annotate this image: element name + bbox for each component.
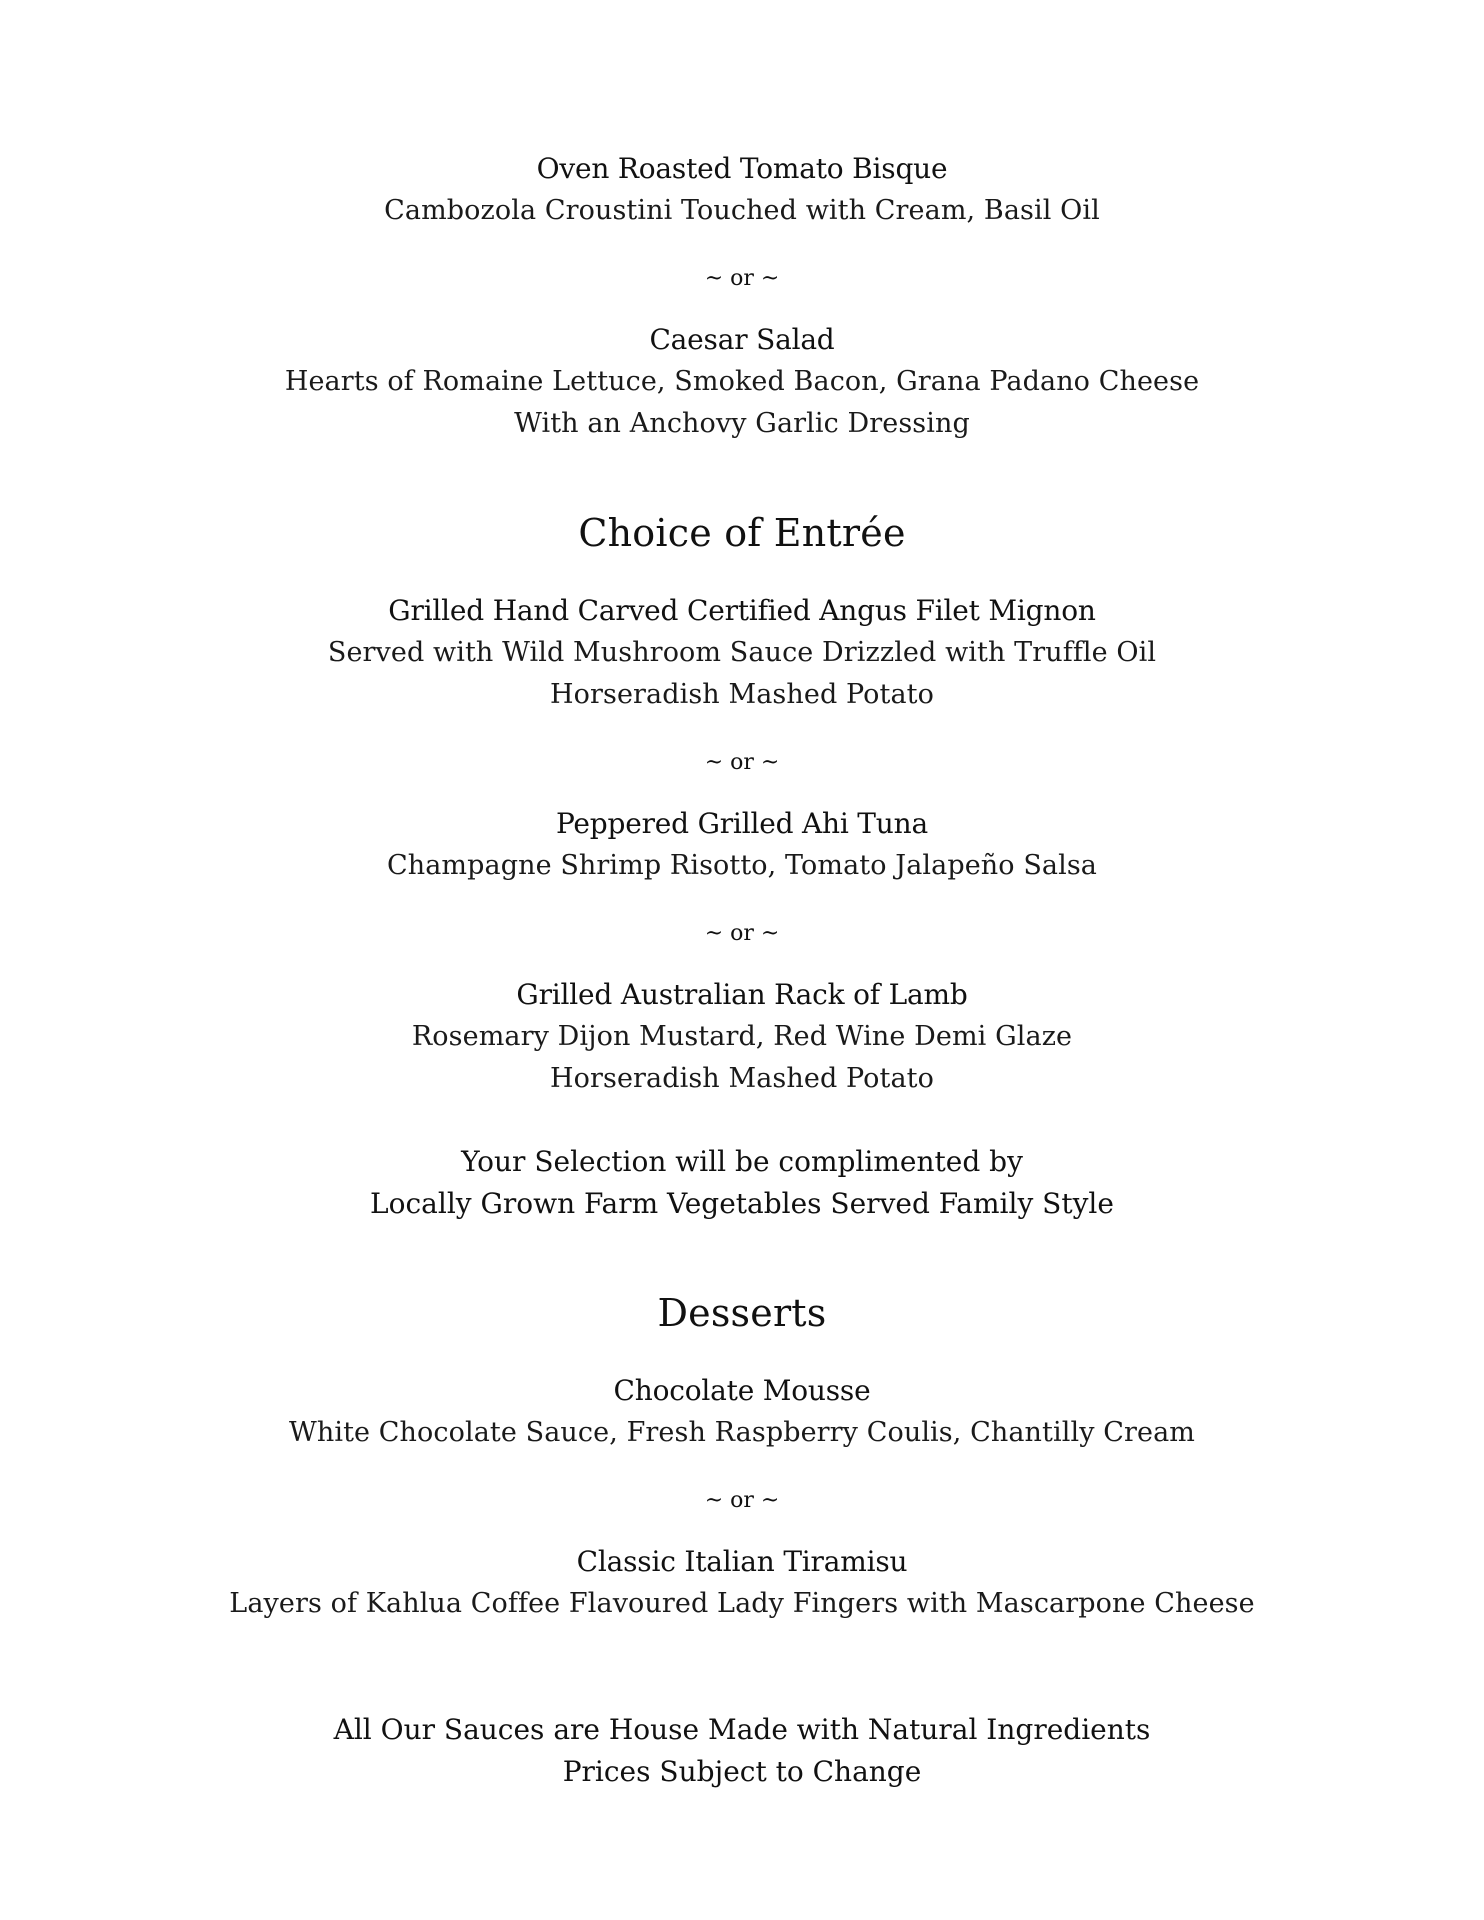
menu-item-name: Caesar Salad bbox=[649, 323, 835, 356]
menu-item-description: Hearts of Romaine Lettuce, Smoked Bacon, Grana Padano Cheese bbox=[284, 366, 1200, 397]
footer-note: Prices Subject to Change bbox=[562, 1755, 922, 1788]
menu-item-description: White Chocolate Sauce, Fresh Raspberry Coulis, Chantilly Cream bbox=[289, 1417, 1195, 1448]
or-divider: ~ or ~ bbox=[704, 750, 780, 775]
menu-item-name: Chocolate Mousse bbox=[613, 1374, 871, 1407]
accompaniment-note: Your Selection will be complimented by bbox=[461, 1145, 1023, 1178]
menu-item-description: Cambozola Croustini Touched with Cream, Basil Oil bbox=[384, 195, 1100, 226]
menu-item-name: Peppered Grilled Ahi Tuna bbox=[556, 807, 928, 840]
or-divider: ~ or ~ bbox=[704, 266, 780, 291]
menu-item-description: Rosemary Dijon Mustard, Red Wine Demi Glaze bbox=[411, 1021, 1073, 1052]
menu-item-name: Oven Roasted Tomato Bisque bbox=[536, 152, 948, 185]
menu-item-description: Horseradish Mashed Potato bbox=[549, 1063, 934, 1094]
or-divider: ~ or ~ bbox=[704, 921, 780, 946]
menu-item-description: Horseradish Mashed Potato bbox=[549, 679, 934, 710]
section-heading-desserts: Desserts bbox=[657, 1291, 827, 1335]
menu-item-description: Champagne Shrimp Risotto, Tomato Jalapeño Salsa bbox=[386, 850, 1098, 881]
section-heading-entree: Choice of Entrée bbox=[578, 511, 906, 555]
menu-item-name: Classic Italian Tiramisu bbox=[576, 1545, 908, 1578]
menu-item-description: Layers of Kahlua Coffee Flavoured Lady Fingers with Mascarpone Cheese bbox=[229, 1588, 1255, 1619]
accompaniment-note: Locally Grown Farm Vegetables Served Family Style bbox=[370, 1187, 1114, 1220]
menu-item-description: Served with Wild Mushroom Sauce Drizzled with Truffle Oil bbox=[327, 637, 1157, 668]
or-divider: ~ or ~ bbox=[704, 1488, 780, 1513]
footer-note: All Our Sauces are House Made with Natural Ingredients bbox=[333, 1713, 1151, 1746]
menu-item-name: Grilled Australian Rack of Lamb bbox=[516, 978, 968, 1011]
menu-item-description: With an Anchovy Garlic Dressing bbox=[514, 408, 970, 439]
menu-item-name: Grilled Hand Carved Certified Angus Filet Mignon bbox=[388, 594, 1096, 627]
